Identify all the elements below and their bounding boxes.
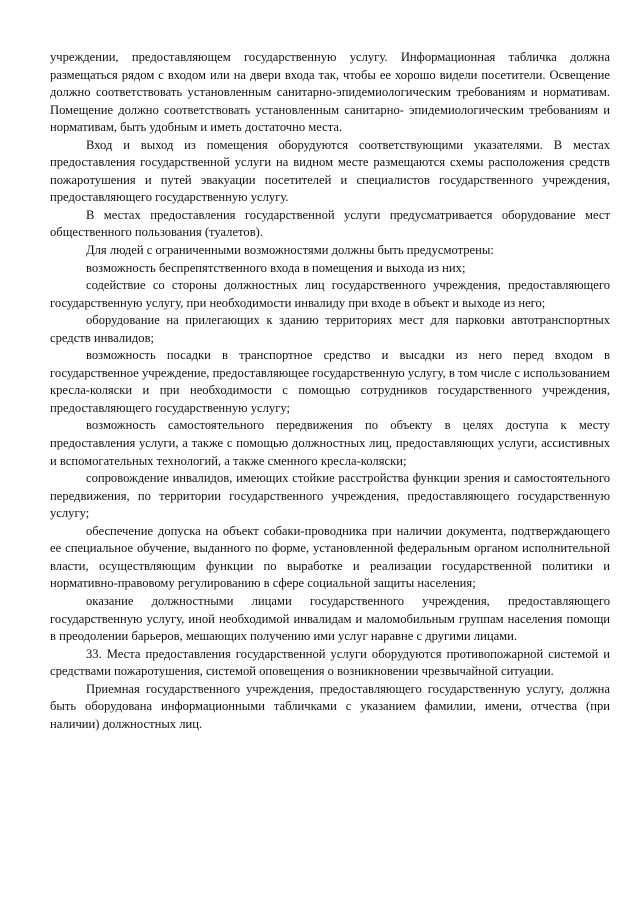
list-item-other-assistance: оказание должностными лицами государственного учреждения, предоставляющего государственную услугу, иной необходимой инвалидам и маломобильным группам населения помощи в преодолении барьеров, мешающих получению ими услуг наравне с другими лицами. (50, 593, 610, 644)
paragraph-section-33: 33. Места предоставления государственной услуги оборудуются противопожарной системой и средствами пожаротушения, системой оповещения о возникновении чрезвычайной ситуации. (50, 646, 610, 679)
list-item-parking: оборудование на прилегающих к зданию территориях мест для парковки автотранспортных средств инвалидов; (50, 313, 610, 345)
list-item-independent-movement: возможность самостоятельного передвижения по объекту в целях доступа к месту предоставления услуги, а также с помощью должностных лиц, предоставляющих услуги, ассистивных и вспомогательных технологий, а также сменного кресла-коляски; (50, 418, 610, 468)
list-item-escort: сопровождение инвалидов, имеющих стойкие расстройства функции зрения и самостоятельного передвижения, по территории государственного учреждения, предоставляющего государственную услугу; (50, 471, 610, 521)
list-item-vehicle-boarding: возможность посадки в транспортное средство и высадки из него перед входом в государственное учреждение, предоставляющее государственную услугу, в том числе с использованием кресла-коляски и при необходимости с помощью сотрудников государственного учреждения, предоставляющего государственную услугу; (50, 348, 610, 415)
list-item-barrier-free-entry: возможность беспрепятственного входа в помещения и выхода из них; (86, 260, 466, 275)
list-item-staff-assistance: содействие со стороны должностных лиц государственного учреждения, предоставляющего государственную услугу, при необходимости инвалиду при входе в объект и выходе из него; (50, 278, 610, 310)
paragraph-entrance-exit: Вход и выход из помещения оборудуются соответствующими указателями. В местах предоставления государственной услуги на видном месте размещаются схемы расположения средств пожаротушения и путей эвакуации посетителей и специалистов государственного учреждения, предоставляющего государственную услугу. (50, 137, 610, 205)
list-item-guide-dog: обеспечение допуска на объект собаки-проводника при наличии документа, подтверждающего ее специальное обучение, выданного по форме, установленной федеральным органом исполнительной власти, осуществляющим функции по выработке и реализации государственной политики и нормативно-правовому регулированию в сфере социальной защиты населения; (50, 523, 610, 591)
paragraph-public-facilities: В местах предоставления государственной услуги предусматривается оборудование мест общественного пользования (туалетов). (50, 207, 610, 240)
paragraph-continuation: учреждении, предоставляющем государственную услугу. Информационная табличка должна размещаться рядом с входом или на двери входа так, чтобы ее хорошо видели посетители. Освещение должно соответствовать установленным санитарно-эпидемиологическим требованиям и нормативам. Помещение должно соответствовать установленным санитарно- эпидемиологическим требованиям и нормативам, быть удобным и иметь достаточно места. (50, 50, 610, 135)
paragraph-reception-plates: Приемная государственного учреждения, предоставляющего государственную услугу, должна быть оборудована информационными табличками с указанием фамилии, имени, отчества (при наличии) должностных лиц. (50, 681, 610, 731)
paragraph-disability-intro: Для людей с ограниченными возможностями должны быть предусмотрены: (86, 243, 494, 258)
